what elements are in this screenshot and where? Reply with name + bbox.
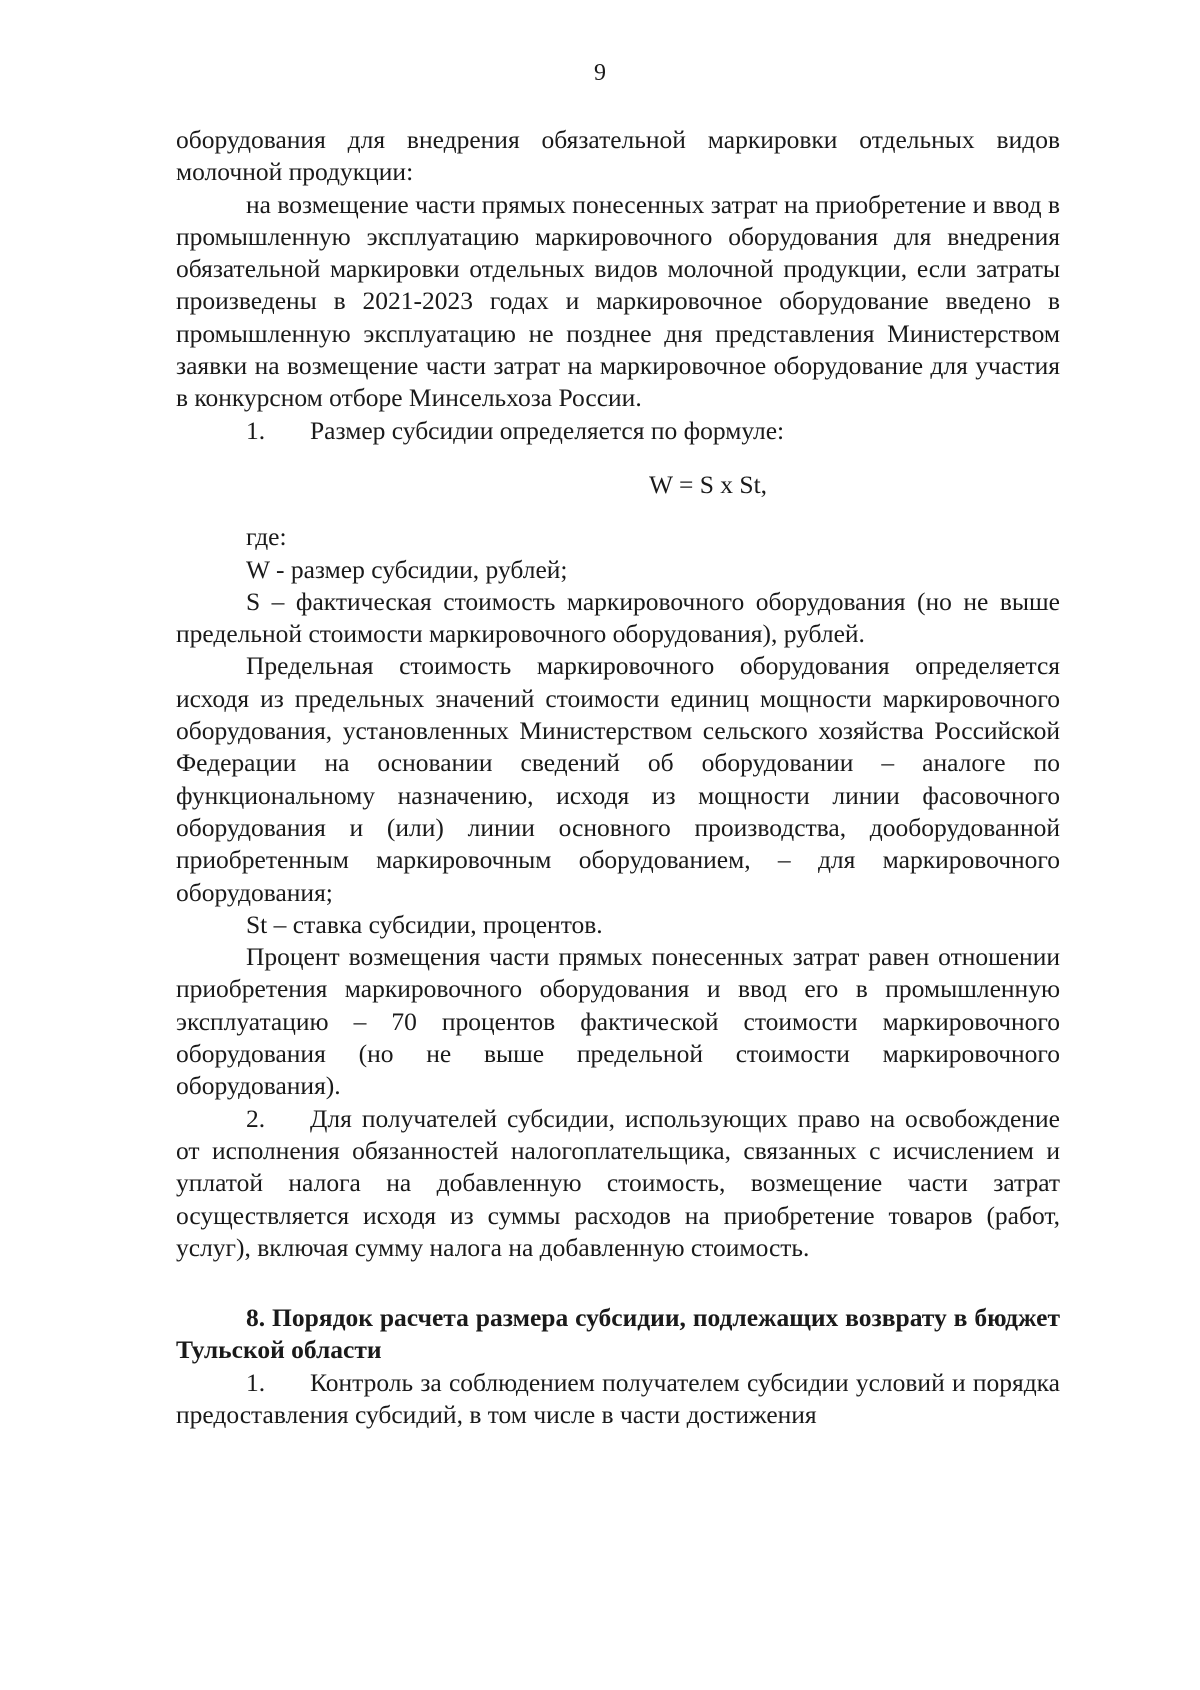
definition-st: St – ставка субсидии, процентов. <box>246 909 603 939</box>
formula: W = S x St, <box>648 469 768 499</box>
item-text: Контроль за соблюдением получателем субсидии условий и порядка предоставления субсидий, в том числе в части достижения <box>176 1367 1060 1429</box>
item-number: 1. <box>246 415 266 445</box>
item-text: Для получателей субсидии, использующих право на освобождение от исполнения обязанностей налогоплательщика, связанных с исчислением и уплатой налога на добавленную стоимость, возмещение части затрат осуществляется исходя из суммы расходов на приобретение товаров (работ, услуг), включая сумму налога на добавленную стоимость. <box>176 1103 1060 1262</box>
where-label: где: <box>246 522 287 552</box>
numbered-item-1 <box>176 415 1060 447</box>
paragraph-reimbursement: на возмещение части прямых понесенных затрат на приобретение и ввод в промышленную эксплуатацию маркировочного оборудования для внедрения обязательной маркировки отдельных видов молочной продукции, если затраты произведены в 2021-2023 годах и маркировочное оборудование введено в промышленную эксплуатацию не позднее дня представления Министерством заявки на возмещение части затрат на маркировочное оборудование для участия в конкурсном отборе Минсельхоза России. <box>176 189 1060 413</box>
paragraph-continuation: оборудования для внедрения обязательной маркировки отдельных видов молочной продукции: <box>176 125 1060 187</box>
document-body <box>176 124 1060 1431</box>
section-heading-8: 8. Порядок расчета размера субсидии, подлежащих возврату в бюджет Тульской области <box>176 1303 1060 1365</box>
item-number: 1. <box>246 1367 266 1397</box>
numbered-item-2 <box>176 1103 1060 1264</box>
definition-s: S – фактическая стоимость маркировочного оборудования (но не выше предельной стоимости маркировочного оборудования), рублей. <box>176 586 1060 649</box>
numbered-item-3 <box>176 1367 1060 1432</box>
definition-w: W - размер субсидии, рублей; <box>246 554 568 584</box>
paragraph-limit-cost: Предельная стоимость маркировочного оборудования определяется исходя из предельных значений стоимости единиц мощности маркировочного оборудования, установленных Министерством сельского хозяйства Российской Федерации на основании сведений об оборудовании – аналоге по функциональному назначению, исходя из мощности линии фасовочного оборудования и (или) линии основного производства, дооборудованной приобретенным маркировочным оборудованием, – для маркировочного оборудования; <box>176 651 1060 907</box>
item-text: Размер субсидии определяется по формуле: <box>310 415 785 445</box>
page-number: 9 <box>594 60 606 86</box>
item-number: 2. <box>246 1103 266 1133</box>
paragraph-percent: Процент возмещения части прямых понесенных затрат равен отношении приобретения маркировочного оборудования и ввод его в промышленную эксплуатацию – 70 процентов фактической стоимости маркировочного оборудования (но не выше предельной стоимости маркировочного оборудования). <box>176 942 1060 1101</box>
